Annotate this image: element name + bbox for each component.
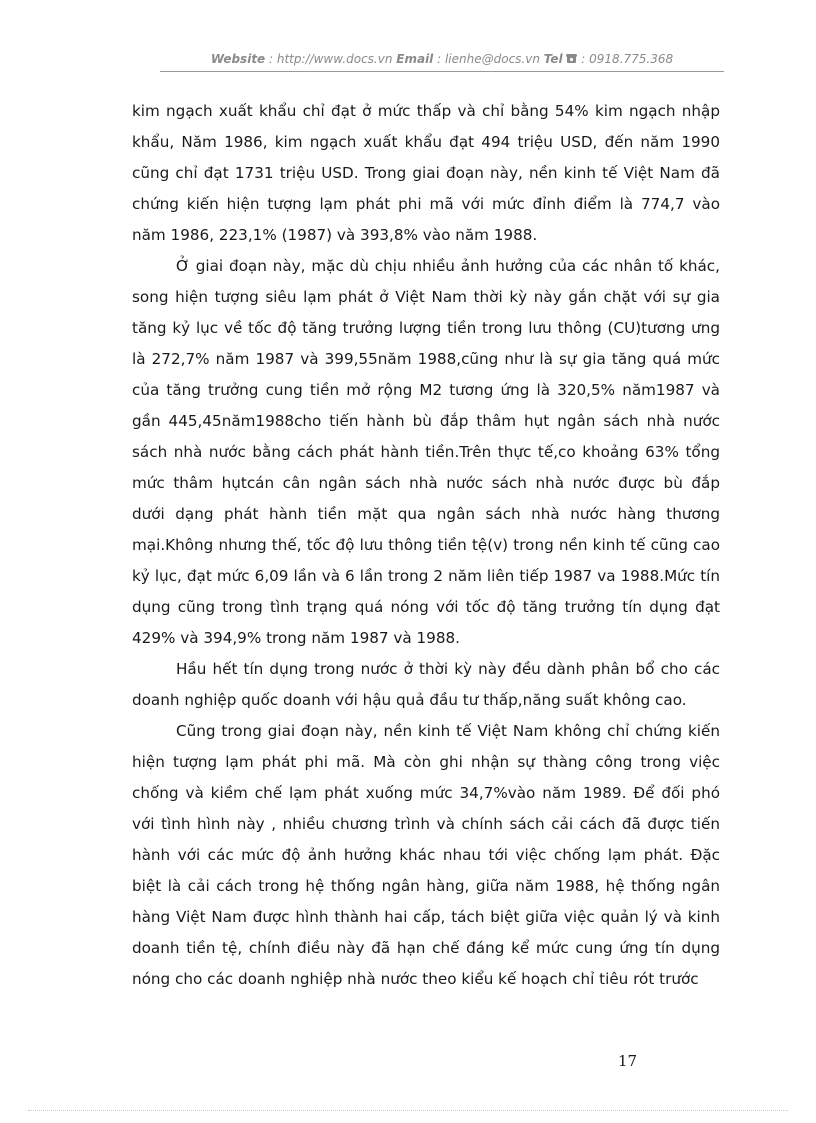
text-line: 429% và 394,9% trong năm 1987 và 1988. bbox=[132, 629, 460, 647]
text-line: mức thâm hụtcán cân ngân sách nhà nước sách nhà nước được bù đắp bbox=[132, 474, 720, 492]
phone-icon bbox=[566, 53, 577, 67]
text-line: mại.Không nhưng thế, tốc độ lưu thông tiền tệ(v) trong nền kinh tế cũng cao bbox=[132, 536, 720, 554]
text-line: Ở giai đoạn này, mặc dù chịu nhiều ảnh hưởng của các nhân tố khác, bbox=[176, 257, 720, 275]
text-line: hàng Việt Nam được hình thành hai cấp, tách biệt giữa việc quản lý và kinh bbox=[132, 908, 720, 926]
text-line: kỷ lục, đạt mức 6,09 lần và 6 lần trong 2 năm liên tiếp 1987 va 1988.Mức tín bbox=[132, 567, 720, 585]
paragraph bbox=[132, 654, 720, 716]
document-body bbox=[132, 96, 720, 995]
text-line: gần 445,45năm1988cho tiến hành bù đắp thâm hụt ngân sách nhà nước bbox=[132, 412, 720, 430]
email-label: Email bbox=[396, 52, 434, 66]
text-line: song hiện tượng siêu lạm phát ở Việt Nam thời kỳ này gắn chặt với sự gia bbox=[132, 288, 720, 306]
tel-label: Tel bbox=[543, 52, 563, 66]
footer-rule bbox=[28, 1110, 788, 1111]
website-value: : http://www.docs.vn bbox=[265, 52, 397, 66]
page-header bbox=[160, 52, 724, 67]
header-rule bbox=[160, 71, 724, 72]
paragraph bbox=[132, 716, 720, 995]
text-line: dưới dạng phát hành tiền mặt qua ngân sách nhà nước hàng thương bbox=[132, 505, 720, 523]
paragraph bbox=[132, 251, 720, 654]
text-line: dụng cũng trong tình trạng quá nóng với tốc độ tăng trưởng tín dụng đạt bbox=[132, 598, 720, 616]
text-line: doanh tiền tệ, chính điều này đã hạn chế đáng kể mức cung ứng tín dụng bbox=[132, 939, 720, 957]
paragraph bbox=[132, 96, 720, 251]
text-line: chống và kiềm chế lạm phát xuống mức 34,7%vào năm 1989. Để đối phó bbox=[132, 784, 720, 802]
text-line: biệt là cải cách trong hệ thống ngân hàng, giữa năm 1988, hệ thống ngân bbox=[132, 877, 720, 895]
text-line: hiện tượng lạm phát phi mã. Mà còn ghi nhận sự thàng công trong việc bbox=[132, 753, 720, 771]
text-line: là 272,7% năm 1987 và 399,55năm 1988,cũng như là sự gia tăng quá mức bbox=[132, 350, 720, 368]
text-line: nóng cho các doanh nghiệp nhà nước theo kiểu kế hoạch chỉ tiêu rót trước bbox=[132, 970, 699, 988]
text-line: hành với các mức độ ảnh hưởng khác nhau tới việc chống lạm phát. Đặc bbox=[132, 846, 720, 864]
text-line: khẩu, Năm 1986, kim ngạch xuất khẩu đạt 494 triệu USD, đến năm 1990 bbox=[132, 133, 720, 151]
tel-value: : 0918.775.368 bbox=[577, 52, 674, 66]
text-line: Hầu hết tín dụng trong nước ở thời kỳ này đều dành phân bổ cho các bbox=[176, 660, 720, 678]
text-line: chứng kiến hiện tượng lạm phát phi mã với mức đỉnh điểm là 774,7 vào bbox=[132, 195, 720, 213]
text-line: tăng kỷ lục về tốc độ tăng trưởng lượng tiền trong lưu thông (CU)tương ưng bbox=[132, 319, 720, 337]
text-line: doanh nghiệp quốc doanh với hậu quả đầu tư thấp,năng suất không cao. bbox=[132, 691, 687, 709]
text-line: với tình hình này , nhiều chương trình và chính sách cải cách đã được tiến bbox=[132, 815, 720, 833]
text-line: của tăng trưởng cung tiền mở rộng M2 tương ứng là 320,5% năm1987 và bbox=[132, 381, 720, 399]
page-number: 17 bbox=[618, 1052, 638, 1070]
text-line: kim ngạch xuất khẩu chỉ đạt ở mức thấp và chỉ bằng 54% kim ngạch nhập bbox=[132, 102, 720, 120]
text-line: cũng chỉ đạt 1731 triệu USD. Trong giai đoạn này, nền kinh tế Việt Nam đã bbox=[132, 164, 720, 182]
text-line: năm 1986, 223,1% (1987) và 393,8% vào năm 1988. bbox=[132, 226, 538, 244]
website-label: Website bbox=[210, 52, 266, 66]
text-line: sách nhà nước bằng cách phát hành tiền.Trên thực tế,co khoảng 63% tổng bbox=[132, 443, 720, 461]
text-line: Cũng trong giai đoạn này, nền kinh tế Việt Nam không chỉ chứng kiến bbox=[176, 722, 720, 740]
email-value: : lienhe@docs.vn bbox=[433, 52, 544, 66]
